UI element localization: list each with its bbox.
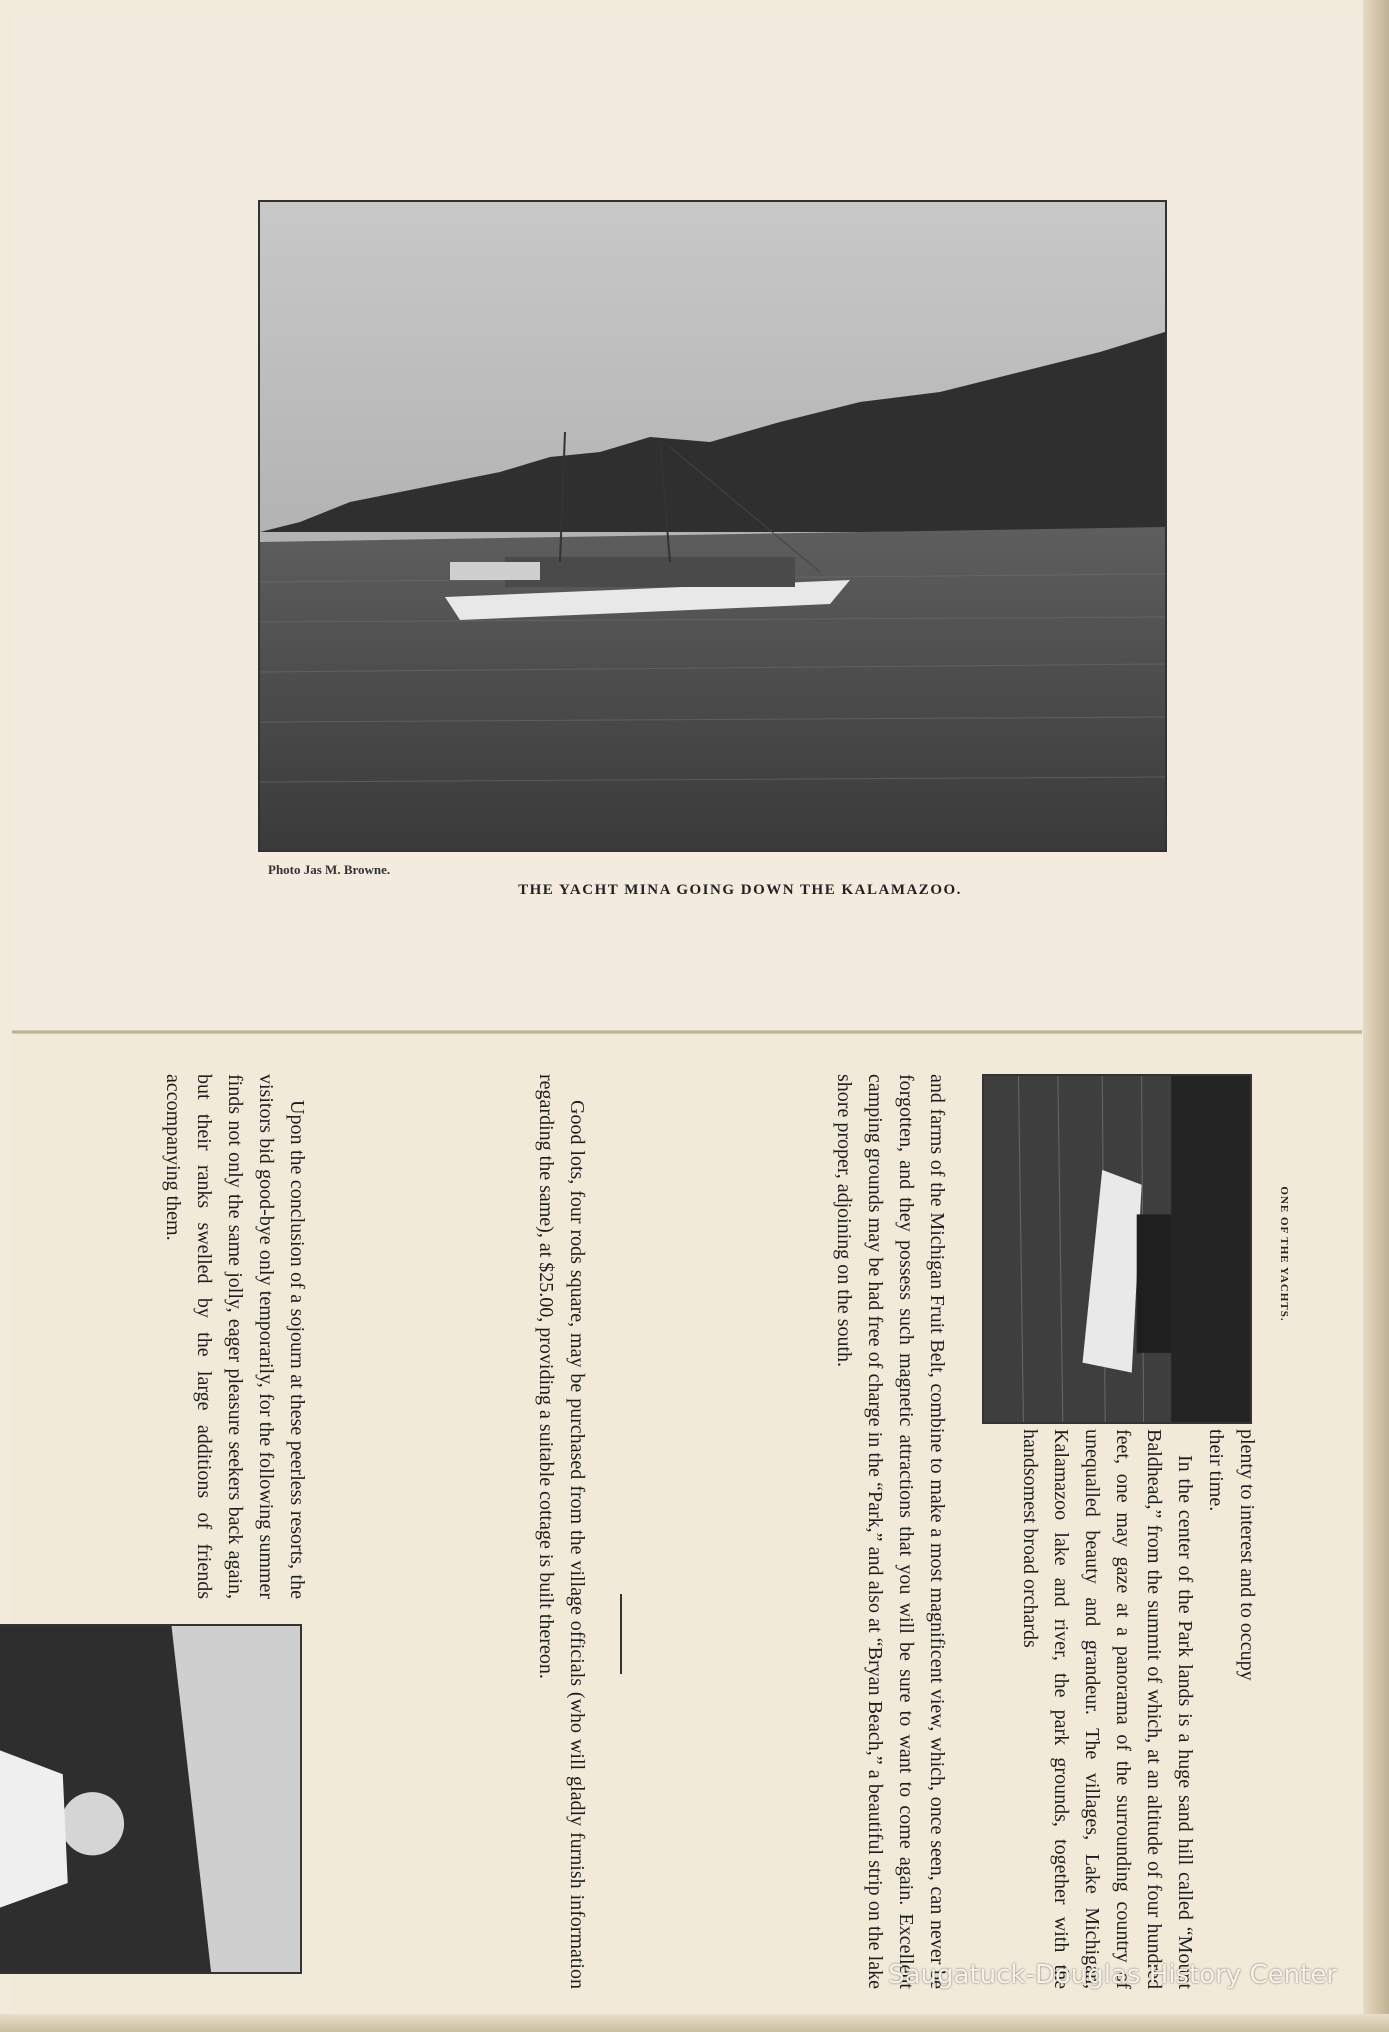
bottom-page [12,1034,1362,2014]
page-edge-bottom [0,2014,1389,2032]
paragraph-mount-baldhead: In the center of the Park lands is a huge sand hill called “Mount Baldhead,” from the summit of which, at an altitude of four hundred feet, one may gaze at a panorama of the surrounding country of unequalled beauty and grandeur. The villages, Lake Michigan, Kalamazoo lake and river, the park grounds, together with the handsomest broad orchards [1019,1429,1196,1989]
paragraph-park-intro-line2: their time. [1205,1429,1227,1512]
paragraph-good-lots: Good lots, four rods square, may be purchased from the village officials (who will gladly furnish information regarding the same), at $25.00, providing a suitable cottage is built thereon. [535,1074,588,1989]
photo-credit: Photo Jas M. Browne. [268,862,391,877]
section-divider [620,1594,622,1674]
yacht-mina-photo [258,200,1167,852]
one-of-the-yachts-photo [982,1074,1252,1424]
page-edge-right [1363,0,1389,2032]
paragraph-fruit-belt: and farms of the Michigan Fruit Belt, combine to make a most magnificent view, which, once seen, can never be forgotten, and they possess such magnetic attractions that you will be sure to want to come again. Excellent camping grounds may be had free of charge in the “Park,” and also at “Bryan Beach,” a beautiful strip on the lake shore proper, adjoining on the south. [833,1074,948,1989]
paragraph-park-intro-line1: plenty to interest and to occupy [1236,1429,1258,1681]
paragraph-park-intro [1200,1429,1262,1989]
watermark: Saugatuck-Douglas History Center [888,1960,1337,1990]
rotated-page-content [12,1034,1362,2014]
yacht-caption: ONE OF THE YACHTS. [1278,1186,1290,1322]
paragraph-conclusion: Upon the conclusion of a sojourn at these peerless resorts, the visitors bid good-bye only temporarily, for the following summer finds not only the same jolly, eager pleasure seekers back again, but their ranks swelled by the large additions of friends accompanying them. [162,1074,308,1599]
photo-caption: THE YACHT MINA GOING DOWN THE KALAMAZOO. [518,882,962,898]
little-summer-girl-photo [0,1624,302,1974]
